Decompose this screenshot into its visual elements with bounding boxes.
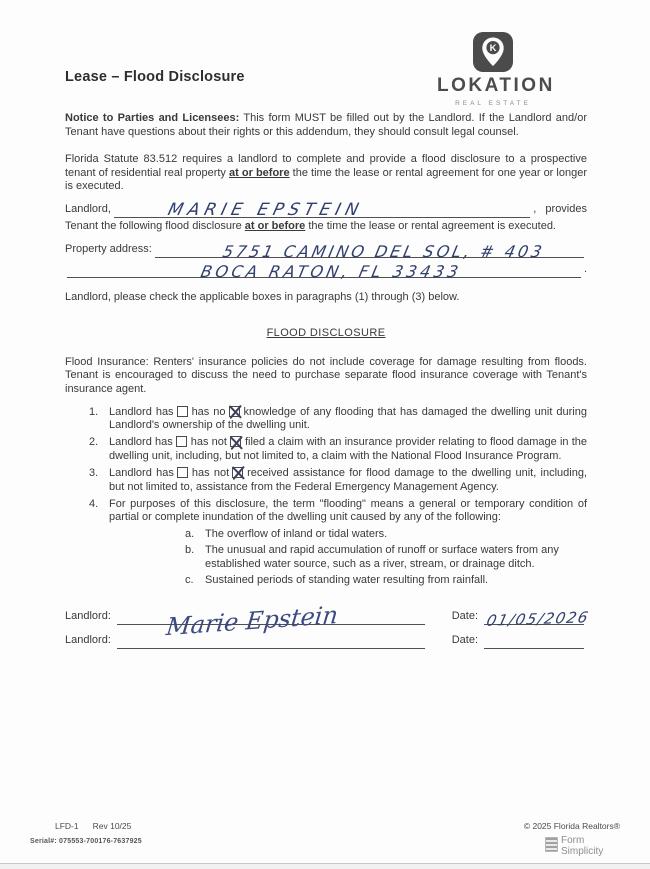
landlord-name-field[interactable] <box>114 200 530 221</box>
item-3-post: received assistance for flood damage to the dwelling unit, including, but not limited to, assistance from the Federal Emergency Management Agency. <box>109 466 587 493</box>
checkbox-2-has-not[interactable] <box>230 436 241 447</box>
checkbox-3-has-not[interactable] <box>232 467 243 478</box>
property-address-field-line2[interactable] <box>67 261 581 281</box>
landlord-name-row <box>65 200 587 221</box>
tenant-disclosure-line <box>65 220 587 234</box>
date-label: Date: <box>451 610 478 623</box>
disclosure-list <box>65 406 587 588</box>
item-number: 3. <box>89 466 99 479</box>
brand-name: LOKATION <box>437 75 555 96</box>
sub-item-letter: c. <box>185 574 194 587</box>
sub-item-letter: a. <box>185 528 195 541</box>
tenant-line-part2: the time the lease or rental agreement is executed. <box>305 219 556 232</box>
date-field[interactable] <box>484 608 592 630</box>
property-address-handwriting-line2: BOCA RATON, FL 33433 <box>198 261 463 281</box>
tenant-line-part1: Tenant the following flood disclosure <box>65 219 245 232</box>
item-4b-text: The unusual and rapid accumulation of runoff or surface waters from any established water source, such as a river, stream, or drainage ditch. <box>205 544 559 570</box>
form-simplicity-brand <box>545 836 603 857</box>
item-2-mid: has not <box>190 436 227 449</box>
date-handwriting: 01/05/2026 <box>484 608 592 630</box>
item-number: 4. <box>89 497 99 510</box>
svg-text:K: K <box>489 43 497 55</box>
item-1-pre: Landlord has <box>109 405 174 418</box>
tenant-line-emphasis: at or before <box>244 219 306 232</box>
form-simplicity-line2: Simplicity <box>561 845 604 857</box>
landlord-signature-handwriting: Marie Epstein <box>164 600 340 642</box>
form-revision: Rev 10/25 <box>92 821 132 831</box>
signature-block <box>65 600 592 649</box>
page-title: Lease – Flood Disclosure <box>65 69 245 85</box>
item-4c <box>65 574 587 588</box>
check-instruction: Landlord, please check the applicable boxes in paragraphs (1) through (3) below. <box>65 290 460 303</box>
landlord-signature-field-2[interactable] <box>117 634 425 649</box>
item-number: 2. <box>89 436 99 449</box>
signature-row-1 <box>65 600 592 642</box>
flood-insurance-paragraph: Flood Insurance: Renters' insurance policies do not include coverage for damage resulting from floods. Tenant is encouraged to discuss the need to purchase separate flood insurance coverage with Tenant's insurance agent. <box>65 355 587 395</box>
item-3-mid: has not <box>191 466 230 479</box>
disclosure-item-2 <box>65 436 587 463</box>
property-address-label: Property address: <box>65 242 152 255</box>
sub-item-letter: b. <box>185 544 195 557</box>
item-4a-text: The overflow of inland or tidal waters. <box>205 528 388 541</box>
landlord-signature-field[interactable] <box>117 600 425 642</box>
item-number: 1. <box>89 405 99 418</box>
property-address-row1 <box>65 241 587 261</box>
checkbox-1-has[interactable] <box>177 406 188 417</box>
signature-row-2 <box>65 634 587 649</box>
notice-paragraph <box>65 0 587 139</box>
checkbox-1-has-no[interactable] <box>229 406 240 417</box>
landlord-provides-suffix: , provides <box>533 203 587 216</box>
statute-emphasis: at or before <box>229 166 290 179</box>
flood-disclosure-heading: FLOOD DISCLOSURE <box>266 327 386 340</box>
item-4a <box>65 528 587 542</box>
form-code: LFD-1 <box>55 821 79 831</box>
statute-part1: Florida Statute 83.512 requires a landlord to complete and provide a flood disclosure to a prospective tenant of residential real property <box>65 153 587 179</box>
notice-body: This form MUST be filled out by the Landlord. If the Landlord and/or Tenant have questions about their rights or this addendum, they should consult legal counsel. <box>65 112 587 138</box>
item-4-text: For purposes of this disclosure, the term "flooding" means a general or temporary condition of partial or complete inundation of the dwelling unit caused by any of the following: <box>109 497 587 524</box>
property-address-field-line1[interactable] <box>155 241 584 261</box>
scan-edge <box>0 863 650 869</box>
date-label-2: Date: <box>451 634 478 647</box>
item-4b <box>65 544 587 571</box>
date-field-2[interactable] <box>484 634 584 649</box>
statute-part2: the time the lease or rental agreement for one year or longer is executed. <box>65 166 588 193</box>
checkbox-3-has[interactable] <box>177 467 188 478</box>
item-4c-text: Sustained periods of standing water resulting from rainfall. <box>205 574 489 587</box>
notice-lead: Notice to Parties and Licensees: <box>65 112 240 124</box>
checkbox-2-has[interactable] <box>176 436 187 447</box>
item-1-post: knowledge of any flooding that has damaged the dwelling unit during Landlord's ownership of the dwelling unit. <box>109 405 587 432</box>
form-simplicity-line1: Form <box>561 835 585 846</box>
item-3-pre: Landlord has <box>109 466 174 479</box>
form-simplicity-icon <box>545 837 558 852</box>
statute-paragraph <box>65 153 587 194</box>
serial-number: Serial#: 075553-700176-7637925 <box>30 838 142 845</box>
form-simplicity-label <box>561 836 603 857</box>
landlord-name-label: Landlord, <box>65 203 111 216</box>
property-address-period: . <box>583 262 587 275</box>
landlord-signature-label: Landlord: <box>65 610 111 623</box>
disclosure-item-3 <box>65 467 587 494</box>
landlord-name-handwriting: MARIE EPSTEIN <box>165 200 366 221</box>
property-address-handwriting-line1: 5751 CAMINO DEL SOL, # 403 <box>221 241 547 261</box>
property-address-row2 <box>65 261 587 281</box>
form-code-line <box>55 820 131 834</box>
item-2-pre: Landlord has <box>109 436 173 449</box>
disclosure-item-4 <box>65 498 587 525</box>
landlord-signature-label-2: Landlord: <box>65 634 111 647</box>
brand-tagline: REAL ESTATE <box>455 100 531 107</box>
item-2-post: filed a claim with an insurance provider relating to flood damage in the dwelling unit, including, but not limited to, a claim with the National Flood Insurance Program. <box>109 436 587 462</box>
copyright: © 2025 Florida Realtors® <box>523 821 620 831</box>
item-1-mid: has no <box>191 405 226 418</box>
disclosure-item-1 <box>65 406 587 433</box>
